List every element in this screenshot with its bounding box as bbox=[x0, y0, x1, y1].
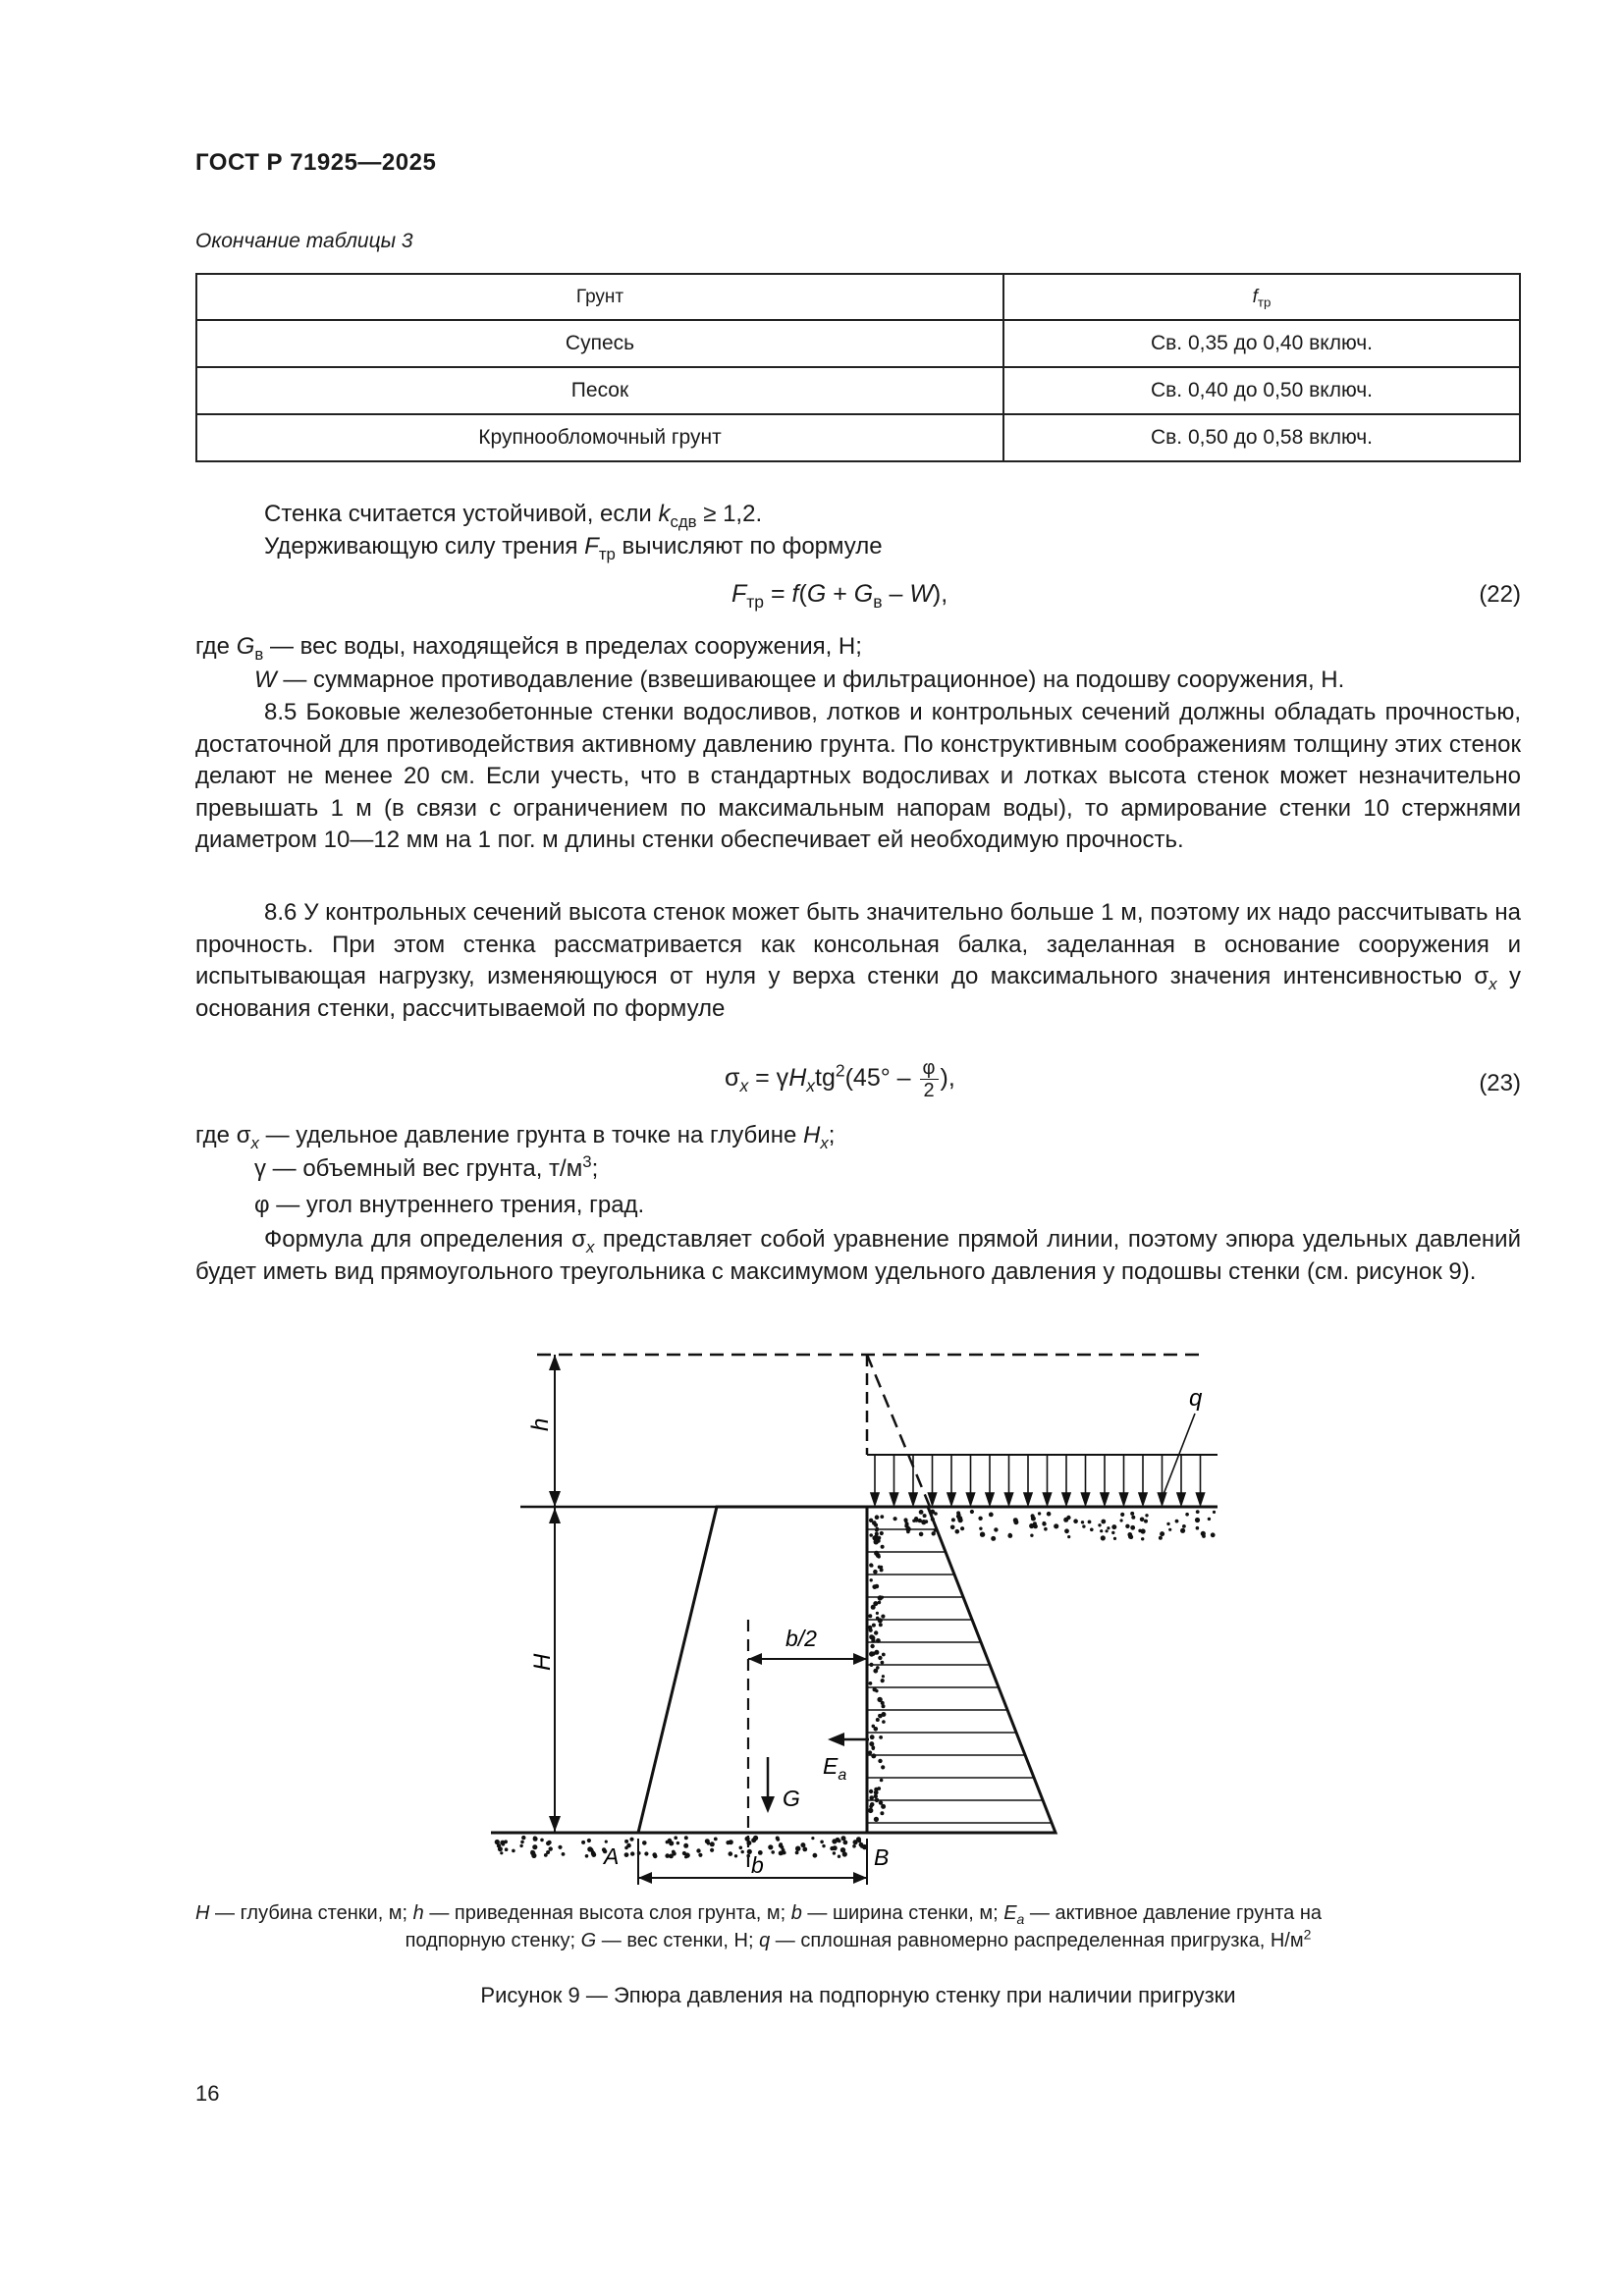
soil-dot bbox=[875, 1536, 880, 1541]
soil-dot bbox=[549, 1846, 553, 1850]
soil-dot bbox=[705, 1839, 710, 1843]
soil-dot bbox=[870, 1735, 875, 1739]
soil-dot bbox=[881, 1596, 884, 1599]
soil-dot bbox=[956, 1515, 960, 1519]
soil-dots bbox=[495, 1510, 1216, 1859]
soil-dot bbox=[1144, 1520, 1148, 1523]
soil-dot bbox=[1166, 1522, 1169, 1525]
soil-dot bbox=[531, 1853, 536, 1858]
definition-gv: где $G_в$ — вес воды, находящейся в пределах сооружения, Н; bbox=[195, 633, 862, 664]
wall-section bbox=[638, 1507, 867, 1833]
g-arrowhead bbox=[761, 1796, 775, 1813]
soil-dot bbox=[698, 1853, 702, 1857]
soil-dot bbox=[869, 1663, 873, 1667]
soil-dot bbox=[919, 1532, 924, 1537]
soil-dot bbox=[532, 1844, 537, 1849]
table-cell-friction: Св. 0,35 до 0,40 включ. bbox=[1003, 320, 1520, 367]
soil-dot bbox=[1031, 1517, 1036, 1522]
soil-dot bbox=[882, 1653, 886, 1657]
soil-dot bbox=[1211, 1532, 1216, 1537]
soil-dot bbox=[540, 1839, 544, 1842]
soil-dot bbox=[880, 1515, 884, 1519]
surcharge-arrowhead bbox=[871, 1493, 879, 1505]
soil-dot bbox=[880, 1779, 884, 1783]
soil-dot bbox=[881, 1712, 886, 1717]
soil-dot bbox=[729, 1851, 733, 1856]
soil-dot bbox=[873, 1570, 878, 1575]
definition-w: W — суммарное противодавление (взвешивающее и фильтрационное) на подошву сооружения, Н. bbox=[254, 667, 1345, 693]
soil-dot bbox=[521, 1836, 525, 1840]
soil-dot bbox=[668, 1839, 673, 1843]
soil-dot bbox=[872, 1624, 876, 1628]
soil-dot bbox=[1141, 1528, 1146, 1533]
h-label: h bbox=[527, 1417, 554, 1431]
soil-dot bbox=[714, 1838, 718, 1842]
soil-dot bbox=[1044, 1527, 1048, 1531]
surcharge-arrows bbox=[871, 1455, 1205, 1505]
soil-dot bbox=[674, 1836, 677, 1840]
soil-dot bbox=[779, 1843, 783, 1847]
surcharge-arrowhead bbox=[986, 1493, 994, 1505]
soil-dot bbox=[512, 1849, 515, 1853]
soil-dot bbox=[874, 1727, 879, 1732]
soil-dot bbox=[874, 1651, 878, 1655]
arrowhead bbox=[549, 1508, 561, 1523]
soil-dot bbox=[630, 1851, 634, 1855]
soil-dot bbox=[1120, 1513, 1124, 1517]
column-header-soil: Грунт bbox=[196, 274, 1003, 320]
soil-dot bbox=[558, 1845, 562, 1849]
soil-dot bbox=[880, 1568, 884, 1572]
soil-dot bbox=[585, 1854, 589, 1858]
soil-dot bbox=[991, 1536, 996, 1541]
soil-dot bbox=[1088, 1521, 1092, 1524]
soil-dot bbox=[1113, 1537, 1116, 1540]
soil-dot bbox=[989, 1513, 994, 1518]
soil-dot bbox=[1038, 1512, 1041, 1515]
soil-dot bbox=[876, 1718, 880, 1722]
soil-dot bbox=[923, 1514, 927, 1518]
soil-dot bbox=[1101, 1535, 1106, 1540]
paragraph-8-6: 8.6 У контрольных сечений высота стенок может быть значительно больше 1 м, поэтому их надо рассчитывать на прочность. При этом стенка рассматривается как консольная балка, заделанная в основание сооружения и испытывающая нагрузку, изменяющуюся от нуля у верха стенки до максимального значения интенсивностью $\sigma_x$ у основания стенки, рассчитываемой по формуле bbox=[195, 899, 1522, 1022]
soil-dot bbox=[868, 1808, 873, 1813]
soil-dot bbox=[881, 1804, 886, 1809]
soil-dot bbox=[1141, 1537, 1144, 1540]
soil-dot bbox=[841, 1836, 846, 1841]
soil-dot bbox=[924, 1520, 928, 1523]
soil-dot bbox=[519, 1844, 522, 1847]
surcharge-arrowhead bbox=[947, 1493, 955, 1505]
soil-dot bbox=[882, 1720, 886, 1724]
table-cell-friction: Св. 0,40 до 0,50 включ. bbox=[1003, 367, 1520, 414]
soil-dot bbox=[877, 1787, 881, 1790]
pressure-diagram bbox=[867, 1507, 1056, 1833]
soil-dot bbox=[869, 1629, 873, 1632]
soil-dot bbox=[881, 1765, 885, 1769]
arrowhead bbox=[853, 1872, 867, 1884]
soil-dot bbox=[869, 1651, 874, 1656]
soil-dot bbox=[879, 1800, 883, 1804]
soil-dot bbox=[500, 1851, 503, 1854]
soil-dot bbox=[869, 1563, 873, 1567]
soil-dot bbox=[934, 1528, 938, 1532]
q-label: q bbox=[1189, 1385, 1203, 1412]
soil-dot bbox=[677, 1842, 679, 1844]
arrowhead bbox=[549, 1491, 561, 1507]
soil-dot bbox=[734, 1854, 737, 1857]
soil-dot bbox=[914, 1519, 918, 1522]
definition-phi: φ — угол внутреннего трения, град. bbox=[254, 1192, 645, 1218]
soil-dot bbox=[768, 1844, 773, 1849]
soil-dot bbox=[629, 1838, 633, 1842]
soil-dot bbox=[906, 1530, 910, 1534]
surcharge-arrowhead bbox=[1120, 1493, 1128, 1505]
table-cell-soil: Супесь bbox=[196, 320, 1003, 367]
surcharge-arrowhead bbox=[1024, 1493, 1032, 1505]
soil-dot bbox=[871, 1753, 876, 1758]
soil-dot bbox=[870, 1802, 875, 1807]
soil-dot bbox=[833, 1851, 836, 1854]
soil-dot bbox=[753, 1836, 758, 1841]
surcharge-arrowhead bbox=[1101, 1493, 1109, 1505]
table-header-row bbox=[196, 274, 1520, 320]
soil-dot bbox=[1042, 1522, 1046, 1525]
soil-dot bbox=[771, 1850, 775, 1854]
soil-dot bbox=[741, 1850, 744, 1853]
soil-dot bbox=[1168, 1528, 1171, 1531]
soil-dot bbox=[832, 1839, 837, 1843]
soil-dot bbox=[1073, 1519, 1078, 1523]
soil-dot bbox=[533, 1837, 538, 1842]
soil-dot bbox=[729, 1840, 733, 1844]
arrowhead bbox=[638, 1872, 652, 1884]
soil-dot bbox=[853, 1840, 858, 1844]
soil-dot bbox=[1196, 1510, 1200, 1514]
soil-dot bbox=[1213, 1511, 1216, 1514]
surcharge-arrowhead bbox=[909, 1493, 917, 1505]
soil-dot bbox=[882, 1675, 885, 1678]
friction-force-intro: Удерживающую силу трения $F_{тр}$ вычисляют по формуле bbox=[264, 533, 883, 563]
retaining-wall-diagram bbox=[471, 1325, 1257, 1895]
surcharge-arrowhead bbox=[1062, 1493, 1070, 1505]
stability-condition: Стенка считается устойчивой, если $k_{сдв} \ge 1,2$. bbox=[264, 501, 763, 531]
table-cell-friction: Св. 0,50 до 0,58 включ. bbox=[1003, 414, 1520, 461]
soil-dot bbox=[1100, 1529, 1103, 1532]
document-header: ГОСТ Р 71925—2025 bbox=[195, 149, 437, 176]
soil-dot bbox=[1054, 1523, 1058, 1528]
soil-dot bbox=[520, 1841, 524, 1844]
soil-dot bbox=[502, 1842, 506, 1846]
soil-dot bbox=[1131, 1516, 1135, 1520]
soil-dot bbox=[795, 1846, 800, 1851]
soil-dot bbox=[873, 1669, 878, 1674]
soil-dot bbox=[505, 1847, 509, 1851]
soil-dot bbox=[878, 1601, 882, 1605]
soil-dot bbox=[672, 1851, 676, 1855]
soil-dot bbox=[653, 1854, 657, 1858]
soil-dot bbox=[951, 1518, 955, 1522]
soil-dot bbox=[1180, 1528, 1185, 1533]
half-width-label: b/2 bbox=[785, 1626, 817, 1651]
soil-dot bbox=[1120, 1519, 1123, 1522]
soil-dot bbox=[868, 1750, 872, 1754]
soil-dot bbox=[1130, 1525, 1135, 1530]
soil-dot bbox=[875, 1798, 880, 1803]
surcharge-arrowhead bbox=[1197, 1493, 1205, 1505]
soil-dot bbox=[869, 1533, 873, 1537]
table-cell-soil: Песок bbox=[196, 367, 1003, 414]
soil-dot bbox=[1098, 1523, 1101, 1526]
g-label: G bbox=[783, 1786, 800, 1811]
soil-dot bbox=[980, 1532, 985, 1537]
soil-dot bbox=[860, 1845, 863, 1848]
arrowhead bbox=[549, 1355, 561, 1370]
ea-arrowhead bbox=[828, 1733, 844, 1746]
soil-dot bbox=[800, 1842, 805, 1847]
definition-sigma: где $\sigma_x$ — удельное давление грунта в точке на глубине $H_x$; bbox=[195, 1122, 836, 1152]
soil-dot bbox=[874, 1523, 878, 1527]
soil-dot bbox=[776, 1838, 780, 1842]
soil-dot bbox=[833, 1845, 838, 1850]
soil-dot bbox=[562, 1852, 566, 1856]
figure-notes: H — глубина стенки, м; h — приведенная высота слоя грунта, м; b — ширина стенки, м; $E_a$ — активное давление грунта на подпорную стенку; G — вес стенки, Н; q — сплошная равномерно распределенная пригрузка, $Н/м^2$ bbox=[195, 1902, 1323, 1951]
soil-dot bbox=[547, 1841, 551, 1844]
definition-gamma: γ — объемный вес грунта, $т/м^3$; bbox=[254, 1151, 599, 1182]
soil-dot bbox=[879, 1623, 883, 1627]
soil-dot bbox=[1185, 1513, 1189, 1517]
soil-dot bbox=[893, 1517, 897, 1521]
soil-dot bbox=[875, 1584, 880, 1589]
arrowhead bbox=[549, 1816, 561, 1832]
soil-dot bbox=[876, 1638, 881, 1643]
soil-dot bbox=[1030, 1534, 1033, 1537]
paragraph-8-5: 8.5 Боковые железобетонные стенки водосливов, лотков и контрольных сечений должны обладать прочностью, достаточной для противодействия активному давлению грунта. По конструктивным соображениям толщину этих стенок делают не менее 20 см. Если учесть, что в стандартных водосливах и лотках высота стенок может незначительно превышать 1 м (в связи с ограничением по максимальным напорам воды), то армирование стенки 10 стержнями диаметром 10—12 мм на 1 пог. м длины стенки обеспечивает ей необходимую прочность. bbox=[195, 699, 1521, 853]
soil-dot bbox=[1101, 1520, 1106, 1524]
soil-dot bbox=[811, 1837, 814, 1840]
soil-dot bbox=[878, 1759, 882, 1763]
soil-dot bbox=[877, 1697, 882, 1702]
soil-dot bbox=[665, 1853, 670, 1858]
soil-dot bbox=[544, 1853, 548, 1857]
soil-dot bbox=[979, 1527, 982, 1530]
soil-dot bbox=[882, 1704, 886, 1708]
b-label: b bbox=[751, 1852, 764, 1878]
soil-dot bbox=[581, 1841, 585, 1844]
soil-dot bbox=[1202, 1534, 1206, 1538]
soil-dot bbox=[1047, 1512, 1052, 1517]
soil-dot bbox=[587, 1846, 592, 1851]
soil-dot bbox=[587, 1839, 591, 1842]
soil-dot bbox=[591, 1852, 596, 1857]
soil-dot bbox=[871, 1605, 876, 1610]
column-header-friction: $f_{тр}$ bbox=[1003, 274, 1520, 320]
pressure-slope-extension bbox=[867, 1355, 930, 1507]
soil-dot bbox=[1159, 1536, 1163, 1540]
soil-dot bbox=[870, 1644, 874, 1648]
soil-dot bbox=[842, 1851, 847, 1856]
soil-dot bbox=[881, 1615, 885, 1619]
soil-dot bbox=[875, 1515, 880, 1520]
soil-dot bbox=[876, 1612, 879, 1615]
surcharge-arrowhead bbox=[1005, 1493, 1013, 1505]
H-label: H bbox=[529, 1653, 556, 1671]
equation-number: (23) bbox=[1479, 1070, 1521, 1096]
soil-dot bbox=[1007, 1533, 1012, 1538]
soil-dot bbox=[1081, 1521, 1084, 1523]
soil-dot bbox=[950, 1525, 955, 1530]
point-a-label: A bbox=[604, 1843, 620, 1869]
soil-dot bbox=[1175, 1520, 1179, 1523]
soil-dot bbox=[852, 1844, 856, 1848]
soil-dot bbox=[876, 1527, 879, 1530]
soil-dot bbox=[874, 1630, 878, 1634]
soil-dot bbox=[874, 1817, 879, 1822]
table-row bbox=[196, 414, 1520, 461]
soil-dot bbox=[1145, 1514, 1148, 1517]
soil-dot bbox=[880, 1531, 884, 1535]
paragraph-conclusion: Формула для определения $\sigma_x$ представляет собой уравнение прямой линии, поэтому эпюра удельных давлений будет иметь вид прямоугольного треугольника с максимумом удельного давления у подошвы стенки (см. рисунок 9). bbox=[195, 1226, 1521, 1285]
soil-dot bbox=[696, 1848, 700, 1852]
soil-dot bbox=[869, 1682, 873, 1685]
soil-dot bbox=[820, 1841, 824, 1844]
soil-dot bbox=[878, 1618, 883, 1623]
surcharge-arrowhead bbox=[1044, 1493, 1052, 1505]
soil-dot bbox=[644, 1851, 648, 1855]
soil-dot bbox=[1064, 1528, 1069, 1533]
arrowhead bbox=[748, 1653, 762, 1665]
point-b-label: B bbox=[874, 1844, 890, 1870]
soil-dot bbox=[931, 1518, 935, 1522]
soil-dot bbox=[802, 1847, 807, 1852]
soil-dot bbox=[684, 1855, 687, 1858]
soil-dot bbox=[868, 1614, 872, 1618]
soil-dot bbox=[879, 1735, 883, 1739]
soil-dot bbox=[994, 1527, 998, 1531]
figure-caption: Рисунок 9 — Эпюра давления на подпорную стенку при наличии пригрузки bbox=[480, 1983, 1236, 2007]
soil-dot bbox=[683, 1843, 688, 1848]
soil-dot bbox=[958, 1518, 963, 1522]
soil-dot bbox=[1130, 1512, 1134, 1516]
soil-dot bbox=[642, 1841, 647, 1845]
equation-number: (22) bbox=[1479, 581, 1521, 608]
soil-dot bbox=[1090, 1528, 1094, 1532]
soil-dot bbox=[881, 1661, 885, 1665]
soil-dot bbox=[710, 1848, 714, 1852]
soil-dot bbox=[869, 1741, 874, 1746]
soil-dot bbox=[684, 1836, 688, 1840]
soil-dot bbox=[1195, 1518, 1200, 1522]
table-row bbox=[196, 367, 1520, 414]
table-row bbox=[196, 320, 1520, 367]
soil-dot bbox=[1128, 1534, 1133, 1539]
soil-dot bbox=[1063, 1518, 1068, 1522]
arrowhead bbox=[853, 1653, 867, 1665]
soil-dot bbox=[624, 1852, 629, 1857]
soil-dot bbox=[783, 1851, 785, 1854]
soil-dot bbox=[934, 1512, 938, 1516]
soil-dot bbox=[1125, 1524, 1129, 1528]
soil-dot bbox=[1013, 1520, 1018, 1524]
soil-dot bbox=[878, 1656, 882, 1660]
soil-dot bbox=[1082, 1524, 1085, 1527]
soil-dot bbox=[869, 1634, 874, 1639]
soil-dot bbox=[873, 1687, 877, 1691]
soil-dot bbox=[739, 1846, 743, 1850]
table-caption: Окончание таблицы 3 bbox=[195, 230, 413, 252]
soil-dot bbox=[498, 1846, 503, 1851]
soil-dot bbox=[878, 1566, 882, 1570]
page-number: 16 bbox=[195, 2081, 220, 2106]
soil-dot bbox=[1111, 1531, 1114, 1534]
soil-dot bbox=[858, 1840, 861, 1842]
surcharge-arrowhead bbox=[891, 1493, 898, 1505]
soil-dot bbox=[1196, 1526, 1200, 1530]
equation-23: $\sigma_x = \gamma H_xtg^2(45^\circ$ – $\frac{\varphi}{2}$ ), bbox=[725, 1057, 955, 1101]
soil-dot bbox=[1106, 1529, 1109, 1532]
soil-dot bbox=[624, 1846, 628, 1850]
soil-dot bbox=[970, 1510, 974, 1514]
equation-22: $F_{тр} = f(G + G_в - W)$, bbox=[731, 580, 948, 613]
soil-dot bbox=[795, 1851, 799, 1855]
soil-dot bbox=[843, 1841, 848, 1845]
surcharge-arrowhead bbox=[967, 1493, 975, 1505]
q-leader-line bbox=[1161, 1414, 1195, 1502]
soil-dot bbox=[876, 1553, 881, 1558]
surcharge-arrowhead bbox=[1139, 1493, 1147, 1505]
soil-dot bbox=[870, 1578, 873, 1581]
soil-dot bbox=[822, 1844, 825, 1847]
soil-dot bbox=[838, 1855, 840, 1858]
soil-dot bbox=[1160, 1531, 1164, 1536]
soil-dot bbox=[978, 1517, 982, 1521]
friction-table bbox=[195, 273, 1521, 462]
soil-dot bbox=[955, 1529, 960, 1534]
soil-dot bbox=[880, 1811, 884, 1815]
soil-dot bbox=[624, 1840, 628, 1843]
soil-dot bbox=[881, 1679, 885, 1682]
surcharge-arrowhead bbox=[1177, 1493, 1185, 1505]
soil-dot bbox=[960, 1526, 964, 1530]
pressure-hatching bbox=[867, 1529, 1052, 1823]
soil-dot bbox=[1140, 1518, 1145, 1522]
soil-dot bbox=[1033, 1524, 1038, 1529]
soil-dot bbox=[710, 1842, 715, 1846]
soil-dot bbox=[813, 1853, 818, 1858]
soil-dot bbox=[869, 1789, 873, 1793]
soil-dot bbox=[1111, 1524, 1116, 1529]
table-cell-soil: Крупнообломочный грунт bbox=[196, 414, 1003, 461]
soil-dot bbox=[1182, 1524, 1186, 1528]
soil-dot bbox=[874, 1794, 878, 1798]
surcharge-arrowhead bbox=[1082, 1493, 1090, 1505]
soil-dot bbox=[1067, 1535, 1070, 1538]
soil-dot bbox=[878, 1714, 882, 1718]
soil-dot bbox=[869, 1795, 874, 1800]
soil-dot bbox=[1208, 1518, 1211, 1521]
soil-dot bbox=[919, 1510, 924, 1515]
ea-label: $E_a$ bbox=[823, 1753, 847, 1784]
soil-dot bbox=[1107, 1526, 1110, 1529]
soil-dot bbox=[881, 1545, 885, 1549]
